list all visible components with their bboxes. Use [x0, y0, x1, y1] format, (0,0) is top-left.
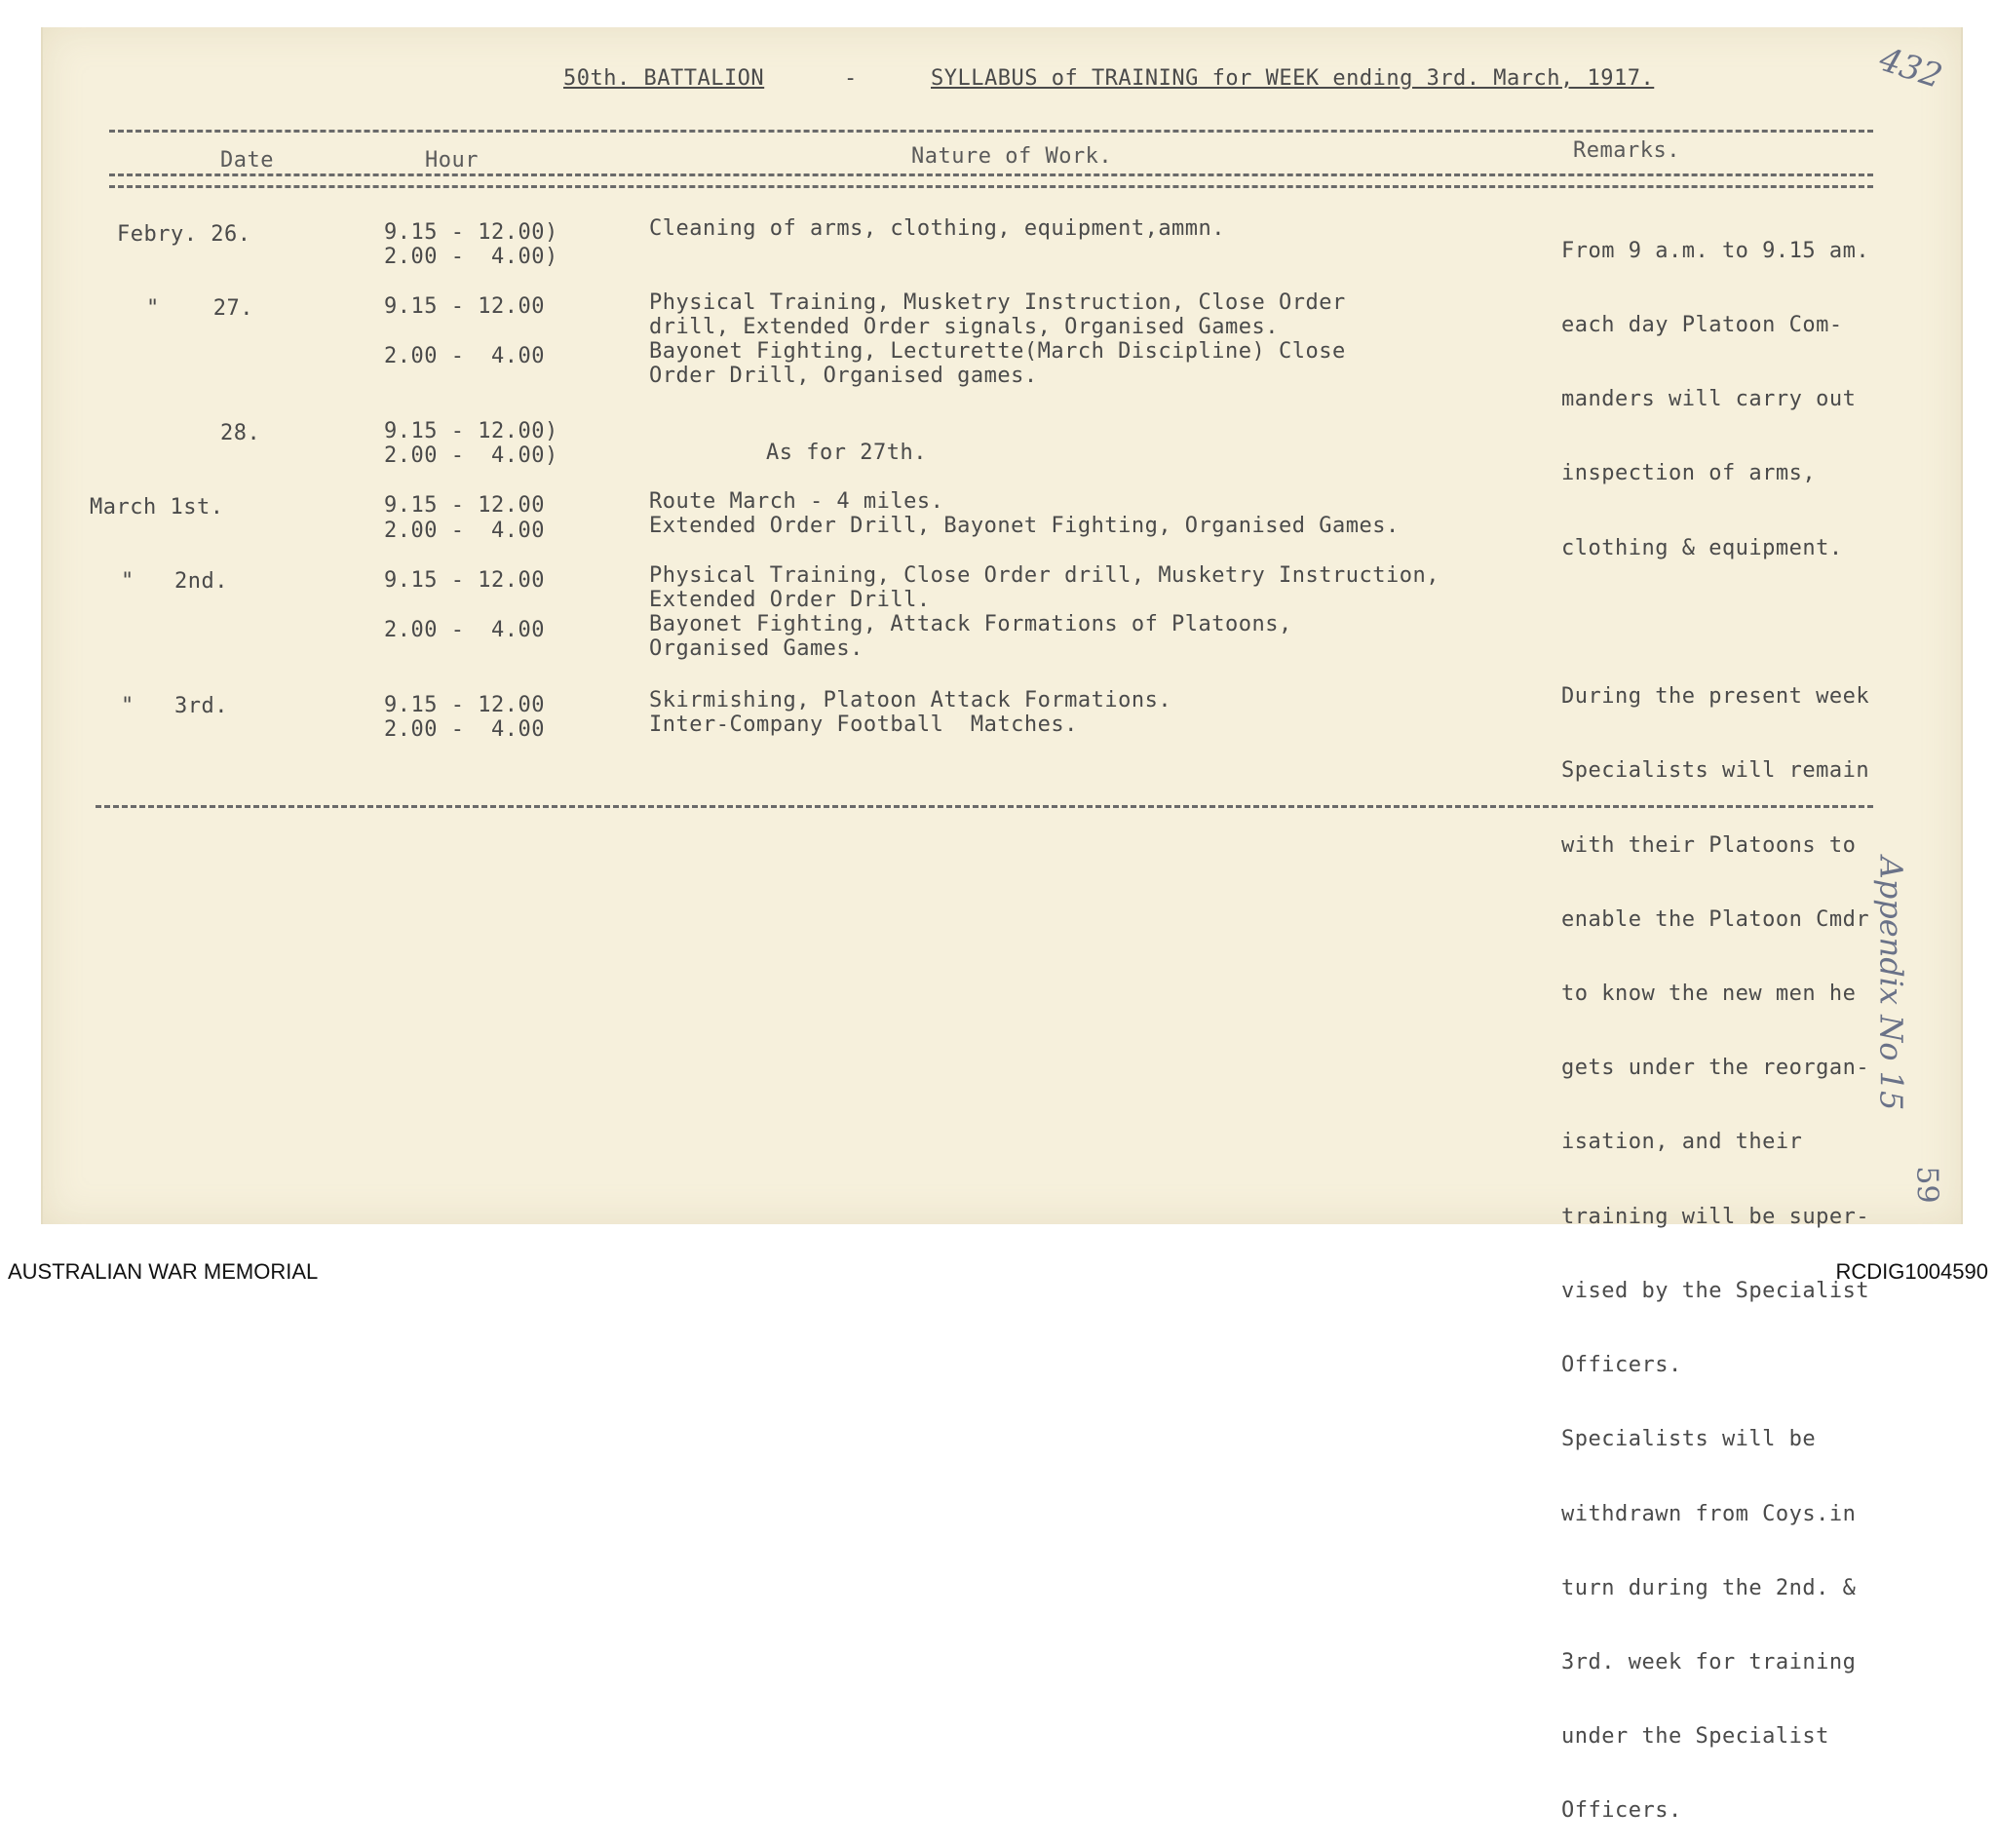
row-work: Physical Training, Close Order drill, Musketry Instruction,: [649, 563, 1439, 588]
row-work: Route March - 4 miles.: [649, 489, 944, 514]
header-remarks: Remarks.: [1573, 138, 1680, 163]
row-hour: 2.00 - 4.00: [384, 618, 545, 642]
remarks-line: From 9 a.m. to 9.15 am.: [1561, 238, 1870, 263]
row-date: 28.: [220, 421, 261, 445]
remarks-line: gets under the reorgan-: [1561, 1056, 1870, 1081]
row-hour: 2.00 - 4.00: [384, 717, 545, 742]
remarks-line: training will be super-: [1561, 1204, 1870, 1229]
row-work: Order Drill, Organised games.: [649, 364, 1038, 388]
row-hour: 9.15 - 12.00): [384, 419, 558, 443]
remarks-line: to know the new men he: [1561, 982, 1857, 1006]
row-work: Extended Order Drill.: [649, 588, 931, 612]
row-date: " 2nd.: [121, 569, 228, 594]
header-date: Date: [220, 148, 274, 173]
row-hour: 9.15 - 12.00: [384, 693, 545, 717]
remarks-line: vised by the Specialist: [1561, 1278, 1870, 1303]
remarks-line: under the Specialist: [1561, 1724, 1829, 1750]
page-number: 59: [1909, 1166, 1944, 1204]
row-date: March 1st.: [90, 495, 224, 520]
title-dash: -: [844, 66, 858, 91]
row-hour: 2.00 - 4.00): [384, 443, 558, 468]
appendix-annotation: Appendix No 15: [1872, 856, 1910, 1111]
remarks-line: Specialists will remain: [1561, 758, 1870, 784]
header-rule: [109, 173, 1873, 176]
row-work: Skirmishing, Platoon Attack Formations.: [649, 688, 1172, 712]
remarks-line: isation, and their: [1561, 1130, 1803, 1155]
row-date: " 27.: [146, 296, 253, 321]
row-hour: 9.15 - 12.00: [384, 493, 545, 518]
remarks-line: 3rd. week for training: [1561, 1649, 1857, 1675]
row-hour: 2.00 - 4.00: [384, 519, 545, 543]
remarks-line: Officers.: [1561, 1353, 1682, 1378]
remarks-line: with their Platoons to: [1561, 832, 1857, 858]
row-work: Extended Order Drill, Bayonet Fighting, Organised Games.: [649, 514, 1400, 538]
battalion-title: 50th. BATTALION: [563, 66, 765, 91]
row-hour: 9.15 - 12.00): [384, 220, 558, 245]
remarks-line: withdrawn from Coys.in: [1561, 1501, 1857, 1526]
row-work: Organised Games.: [649, 636, 864, 661]
row-hour: 9.15 - 12.00: [384, 294, 545, 319]
top-rule: [109, 130, 1873, 133]
folio-number: 432: [1874, 39, 1947, 97]
remarks-column: [1561, 189, 1869, 1848]
remarks-line: [1561, 610, 1869, 635]
syllabus-title: SYLLABUS of TRAINING for WEEK ending 3rd. March, 1917.: [931, 66, 1655, 91]
remarks-line: clothing & equipment.: [1561, 535, 1843, 560]
footer-record-id: RCDIG1004590: [1835, 1259, 1988, 1284]
remarks-line: manders will carry out: [1561, 387, 1857, 412]
row-hour: 2.00 - 4.00): [384, 245, 558, 269]
header-hour: Hour: [425, 148, 479, 173]
footer-archive-name: AUSTRALIAN WAR MEMORIAL: [8, 1259, 319, 1284]
row-date: Febry. 26.: [117, 222, 251, 247]
row-work: Bayonet Fighting, Lecturette(March Discipline) Close: [649, 339, 1346, 364]
row-hour: 9.15 - 12.00: [384, 568, 545, 593]
remarks-line: each day Platoon Com-: [1561, 313, 1843, 338]
row-work: Cleaning of arms, clothing, equipment,ammn.: [649, 216, 1226, 241]
remarks-line: inspection of arms,: [1561, 461, 1817, 486]
row-work: Physical Training, Musketry Instruction, Close Order: [649, 290, 1346, 315]
row-work: drill, Extended Order signals, Organised Games.: [649, 315, 1280, 339]
row-work: Bayonet Fighting, Attack Formations of Platoons,: [649, 612, 1292, 636]
remarks-line: During the present week: [1561, 684, 1870, 710]
remarks-line: Officers.: [1561, 1798, 1682, 1824]
header-nature-of-work: Nature of Work.: [911, 144, 1113, 169]
row-date: " 3rd.: [121, 694, 228, 718]
remarks-line: turn during the 2nd. &: [1561, 1575, 1857, 1600]
row-hour: 2.00 - 4.00: [384, 344, 545, 368]
row-work: Inter-Company Football Matches.: [649, 712, 1078, 737]
row-work: As for 27th.: [766, 441, 927, 465]
header-rule-2: [109, 185, 1873, 188]
remarks-line: Specialists will be: [1561, 1427, 1817, 1452]
remarks-line: enable the Platoon Cmdr: [1561, 906, 1870, 932]
